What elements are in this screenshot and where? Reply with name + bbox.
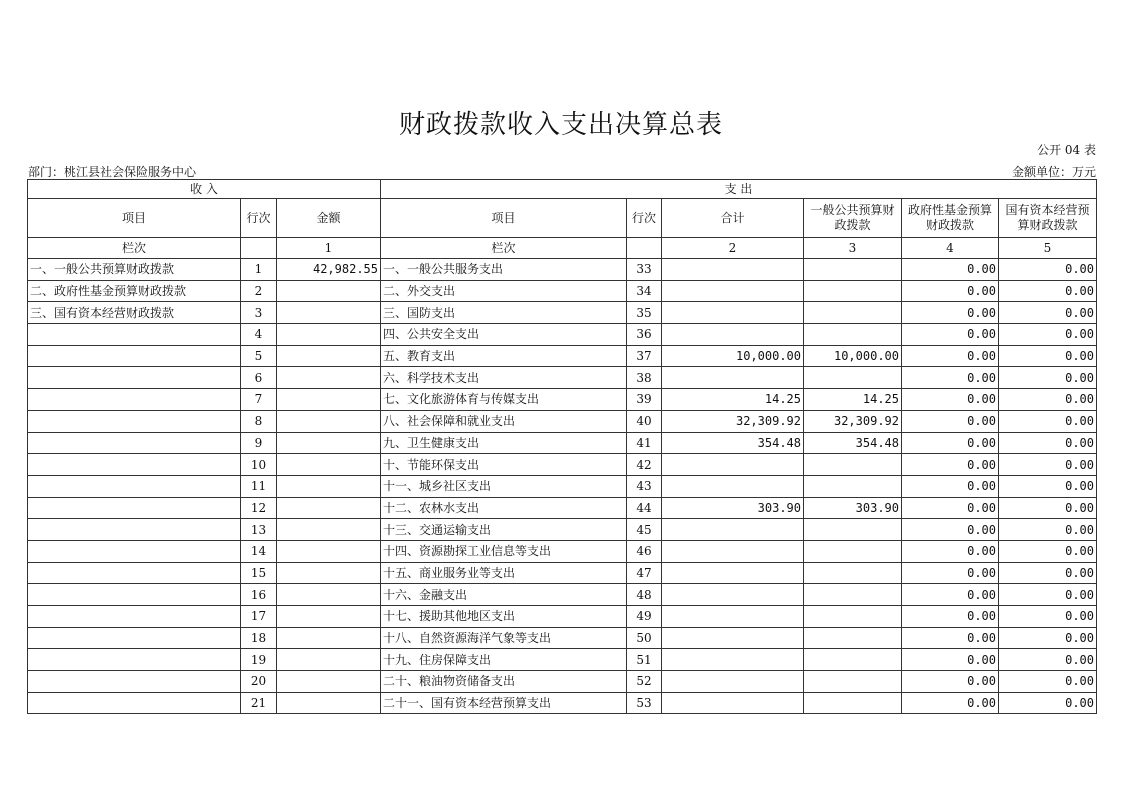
state-capital-cell: 0.00 <box>999 259 1097 281</box>
expense-item-cell: 十九、住房保障支出 <box>381 649 627 671</box>
table-row <box>28 540 1097 562</box>
total-cell: 32,309.92 <box>662 410 804 432</box>
income-amount-cell <box>277 367 381 389</box>
income-row-no-cell: 17 <box>241 606 277 628</box>
income-item-cell <box>28 389 241 411</box>
income-amount-cell <box>277 389 381 411</box>
gov-fund-cell: 0.00 <box>902 692 999 714</box>
state-capital-cell: 0.00 <box>999 606 1097 628</box>
income-row-no-cell: 5 <box>241 345 277 367</box>
income-item-cell: 二、政府性基金预算财政拨款 <box>28 280 241 302</box>
expense-row-no-cell: 47 <box>627 562 662 584</box>
state-capital-cell: 0.00 <box>999 519 1097 541</box>
income-item-cell <box>28 584 241 606</box>
state-capital-cell: 0.00 <box>999 584 1097 606</box>
expense-row-no-cell: 33 <box>627 259 662 281</box>
income-row-no-cell: 14 <box>241 540 277 562</box>
state-capital-cell: 0.00 <box>999 302 1097 324</box>
expense-item-cell: 十六、金融支出 <box>381 584 627 606</box>
expense-row-no-header: 行次 <box>627 199 662 238</box>
form-number: 公开 04 表 <box>1037 143 1096 157</box>
total-cell <box>662 692 804 714</box>
expense-column-label: 栏次 <box>381 238 627 259</box>
state-capital-cell: 0.00 <box>999 627 1097 649</box>
income-row-no-header: 行次 <box>241 199 277 238</box>
gov-fund-cell: 0.00 <box>902 410 999 432</box>
total-cell <box>662 606 804 628</box>
income-row-no-cell: 10 <box>241 454 277 476</box>
expense-row-no-cell: 48 <box>627 584 662 606</box>
col1-number: 1 <box>277 238 381 259</box>
total-cell <box>662 324 804 346</box>
total-cell <box>662 562 804 584</box>
col5-number: 5 <box>999 238 1097 259</box>
column-header-row <box>28 199 1097 238</box>
general-budget-cell: 32,309.92 <box>804 410 902 432</box>
gov-fund-cell: 0.00 <box>902 606 999 628</box>
income-item-cell <box>28 649 241 671</box>
income-amount-cell <box>277 519 381 541</box>
general-budget-cell <box>804 519 902 541</box>
income-item-cell: 三、国有资本经营财政拨款 <box>28 302 241 324</box>
total-cell <box>662 475 804 497</box>
table-row <box>28 649 1097 671</box>
state-capital-cell: 0.00 <box>999 671 1097 693</box>
state-capital-cell: 0.00 <box>999 692 1097 714</box>
total-cell: 10,000.00 <box>662 345 804 367</box>
expense-row-no-cell: 39 <box>627 389 662 411</box>
income-item-cell <box>28 627 241 649</box>
income-row-no-cell: 4 <box>241 324 277 346</box>
expense-row-no-cell: 49 <box>627 606 662 628</box>
table-row <box>28 345 1097 367</box>
table-row <box>28 389 1097 411</box>
income-amount-cell <box>277 692 381 714</box>
gov-fund-cell: 0.00 <box>902 584 999 606</box>
total-cell <box>662 367 804 389</box>
income-amount-cell <box>277 540 381 562</box>
expense-item-cell: 四、公共安全支出 <box>381 324 627 346</box>
gov-fund-cell: 0.00 <box>902 454 999 476</box>
income-amount-cell <box>277 345 381 367</box>
expense-section-header: 支 出 <box>381 180 1097 199</box>
summary-table <box>27 179 1097 714</box>
income-amount-cell: 42,982.55 <box>277 259 381 281</box>
income-amount-cell <box>277 454 381 476</box>
table-row <box>28 454 1097 476</box>
table-row <box>28 259 1097 281</box>
expense-row-no-cell: 36 <box>627 324 662 346</box>
income-row-no-cell: 1 <box>241 259 277 281</box>
general-budget-cell <box>804 367 902 389</box>
income-row-no-cell: 15 <box>241 562 277 584</box>
income-item-cell <box>28 692 241 714</box>
state-capital-header: 国有资本经营预算财政拨款 <box>999 199 1097 238</box>
expense-item-cell: 七、文化旅游体育与传媒支出 <box>381 389 627 411</box>
empty-cell <box>627 238 662 259</box>
general-budget-cell <box>804 324 902 346</box>
income-amount-cell <box>277 302 381 324</box>
income-amount-cell <box>277 497 381 519</box>
income-row-no-cell: 9 <box>241 432 277 454</box>
general-budget-cell: 14.25 <box>804 389 902 411</box>
total-cell <box>662 280 804 302</box>
gov-fund-cell: 0.00 <box>902 627 999 649</box>
income-item-cell: 一、一般公共预算财政拨款 <box>28 259 241 281</box>
general-budget-cell <box>804 454 902 476</box>
gov-fund-cell: 0.00 <box>902 519 999 541</box>
total-cell <box>662 671 804 693</box>
income-row-no-cell: 11 <box>241 475 277 497</box>
income-amount-cell <box>277 584 381 606</box>
general-budget-cell <box>804 671 902 693</box>
state-capital-cell: 0.00 <box>999 432 1097 454</box>
state-capital-cell: 0.00 <box>999 389 1097 411</box>
income-amount-cell <box>277 649 381 671</box>
expense-item-cell: 二十一、国有资本经营预算支出 <box>381 692 627 714</box>
expense-row-no-cell: 35 <box>627 302 662 324</box>
total-cell <box>662 540 804 562</box>
expense-row-no-cell: 43 <box>627 475 662 497</box>
total-cell <box>662 302 804 324</box>
expense-item-cell: 八、社会保障和就业支出 <box>381 410 627 432</box>
income-item-cell <box>28 454 241 476</box>
income-amount-cell <box>277 627 381 649</box>
table-row <box>28 606 1097 628</box>
general-budget-cell: 10,000.00 <box>804 345 902 367</box>
income-row-no-cell: 19 <box>241 649 277 671</box>
general-budget-cell: 303.90 <box>804 497 902 519</box>
state-capital-cell: 0.00 <box>999 649 1097 671</box>
income-item-cell <box>28 606 241 628</box>
expense-item-cell: 十、节能环保支出 <box>381 454 627 476</box>
general-budget-cell <box>804 259 902 281</box>
gov-fund-cell: 0.00 <box>902 367 999 389</box>
state-capital-cell: 0.00 <box>999 410 1097 432</box>
expense-row-no-cell: 44 <box>627 497 662 519</box>
page-title: 财政拨款收入支出决算总表 <box>398 110 723 140</box>
expense-item-header: 项目 <box>381 199 627 238</box>
general-budget-cell <box>804 280 902 302</box>
expense-row-no-cell: 41 <box>627 432 662 454</box>
table-row <box>28 671 1097 693</box>
gov-fund-cell: 0.00 <box>902 389 999 411</box>
income-amount-cell <box>277 475 381 497</box>
income-item-cell <box>28 432 241 454</box>
col4-number: 4 <box>902 238 999 259</box>
income-amount-cell <box>277 432 381 454</box>
state-capital-cell: 0.00 <box>999 367 1097 389</box>
income-section-header: 收 入 <box>28 180 381 199</box>
income-row-no-cell: 2 <box>241 280 277 302</box>
income-amount-cell <box>277 562 381 584</box>
state-capital-cell: 0.00 <box>999 497 1097 519</box>
expense-row-no-cell: 53 <box>627 692 662 714</box>
income-item-cell <box>28 497 241 519</box>
income-row-no-cell: 20 <box>241 671 277 693</box>
empty-cell <box>241 238 277 259</box>
general-budget-cell <box>804 649 902 671</box>
income-row-no-cell: 12 <box>241 497 277 519</box>
total-cell <box>662 259 804 281</box>
table-row <box>28 367 1097 389</box>
gov-fund-cell: 0.00 <box>902 302 999 324</box>
gov-fund-cell: 0.00 <box>902 475 999 497</box>
income-item-cell <box>28 519 241 541</box>
total-cell <box>662 584 804 606</box>
general-budget-cell <box>804 584 902 606</box>
income-item-cell <box>28 324 241 346</box>
expense-item-cell: 十二、农林水支出 <box>381 497 627 519</box>
total-cell <box>662 649 804 671</box>
state-capital-cell: 0.00 <box>999 540 1097 562</box>
total-cell: 354.48 <box>662 432 804 454</box>
expense-row-no-cell: 52 <box>627 671 662 693</box>
general-budget-cell <box>804 540 902 562</box>
total-cell: 303.90 <box>662 497 804 519</box>
general-budget-cell <box>804 606 902 628</box>
income-item-header: 项目 <box>28 199 241 238</box>
general-budget-cell <box>804 302 902 324</box>
total-cell <box>662 519 804 541</box>
table-row <box>28 584 1097 606</box>
gov-fund-cell: 0.00 <box>902 562 999 584</box>
state-capital-cell: 0.00 <box>999 280 1097 302</box>
gov-fund-cell: 0.00 <box>902 671 999 693</box>
col3-number: 3 <box>804 238 902 259</box>
expense-row-no-cell: 51 <box>627 649 662 671</box>
income-row-no-cell: 7 <box>241 389 277 411</box>
general-budget-cell <box>804 475 902 497</box>
gov-fund-cell: 0.00 <box>902 649 999 671</box>
table-row <box>28 562 1097 584</box>
total-cell <box>662 454 804 476</box>
table-row <box>28 410 1097 432</box>
column-number-row <box>28 238 1097 259</box>
expense-item-cell: 一、一般公共服务支出 <box>381 259 627 281</box>
income-item-cell <box>28 475 241 497</box>
department-label: 部门：桃江县社会保险服务中心 <box>28 165 197 179</box>
state-capital-cell: 0.00 <box>999 475 1097 497</box>
gov-fund-header: 政府性基金预算财政拨款 <box>902 199 999 238</box>
table-row <box>28 280 1097 302</box>
income-amount-cell <box>277 324 381 346</box>
total-cell <box>662 627 804 649</box>
state-capital-cell: 0.00 <box>999 454 1097 476</box>
general-budget-cell <box>804 562 902 584</box>
expense-row-no-cell: 34 <box>627 280 662 302</box>
income-row-no-cell: 8 <box>241 410 277 432</box>
table-row <box>28 497 1097 519</box>
expense-item-cell: 十三、交通运输支出 <box>381 519 627 541</box>
income-item-cell <box>28 367 241 389</box>
expense-row-no-cell: 50 <box>627 627 662 649</box>
state-capital-cell: 0.00 <box>999 324 1097 346</box>
income-row-no-cell: 3 <box>241 302 277 324</box>
table-row <box>28 519 1097 541</box>
income-row-no-cell: 21 <box>241 692 277 714</box>
expense-item-cell: 十五、商业服务业等支出 <box>381 562 627 584</box>
income-amount-cell <box>277 606 381 628</box>
general-budget-cell: 354.48 <box>804 432 902 454</box>
expense-item-cell: 二、外交支出 <box>381 280 627 302</box>
income-item-cell <box>28 345 241 367</box>
income-row-no-cell: 16 <box>241 584 277 606</box>
gov-fund-cell: 0.00 <box>902 497 999 519</box>
expense-item-cell: 二十、粮油物资储备支出 <box>381 671 627 693</box>
unit-label: 金额单位：万元 <box>1011 165 1096 179</box>
income-item-cell <box>28 671 241 693</box>
income-amount-cell <box>277 671 381 693</box>
expense-item-cell: 六、科学技术支出 <box>381 367 627 389</box>
expense-item-cell: 十八、自然资源海洋气象等支出 <box>381 627 627 649</box>
expense-row-no-cell: 42 <box>627 454 662 476</box>
expense-item-cell: 十四、资源勘探工业信息等支出 <box>381 540 627 562</box>
table-row <box>28 475 1097 497</box>
table-row <box>28 302 1097 324</box>
general-budget-header: 一般公共预算财政拨款 <box>804 199 902 238</box>
expense-item-cell: 十一、城乡社区支出 <box>381 475 627 497</box>
gov-fund-cell: 0.00 <box>902 345 999 367</box>
income-item-cell <box>28 540 241 562</box>
income-item-cell <box>28 410 241 432</box>
expense-item-cell: 九、卫生健康支出 <box>381 432 627 454</box>
total-header: 合计 <box>662 199 804 238</box>
state-capital-cell: 0.00 <box>999 562 1097 584</box>
expense-row-no-cell: 45 <box>627 519 662 541</box>
table-row <box>28 692 1097 714</box>
gov-fund-cell: 0.00 <box>902 259 999 281</box>
expense-item-cell: 五、教育支出 <box>381 345 627 367</box>
gov-fund-cell: 0.00 <box>902 280 999 302</box>
expense-row-no-cell: 38 <box>627 367 662 389</box>
income-row-no-cell: 18 <box>241 627 277 649</box>
gov-fund-cell: 0.00 <box>902 324 999 346</box>
general-budget-cell <box>804 692 902 714</box>
income-amount-header: 金额 <box>277 199 381 238</box>
expense-row-no-cell: 40 <box>627 410 662 432</box>
expense-row-no-cell: 37 <box>627 345 662 367</box>
income-item-cell <box>28 562 241 584</box>
expense-item-cell: 三、国防支出 <box>381 302 627 324</box>
gov-fund-cell: 0.00 <box>902 432 999 454</box>
expense-row-no-cell: 46 <box>627 540 662 562</box>
gov-fund-cell: 0.00 <box>902 540 999 562</box>
table-row <box>28 432 1097 454</box>
col2-number: 2 <box>662 238 804 259</box>
section-header-row <box>28 180 1097 199</box>
state-capital-cell: 0.00 <box>999 345 1097 367</box>
total-cell: 14.25 <box>662 389 804 411</box>
income-column-label: 栏次 <box>28 238 241 259</box>
income-amount-cell <box>277 280 381 302</box>
income-row-no-cell: 13 <box>241 519 277 541</box>
expense-item-cell: 十七、援助其他地区支出 <box>381 606 627 628</box>
income-row-no-cell: 6 <box>241 367 277 389</box>
table-row <box>28 324 1097 346</box>
income-amount-cell <box>277 410 381 432</box>
table-row <box>28 627 1097 649</box>
general-budget-cell <box>804 627 902 649</box>
